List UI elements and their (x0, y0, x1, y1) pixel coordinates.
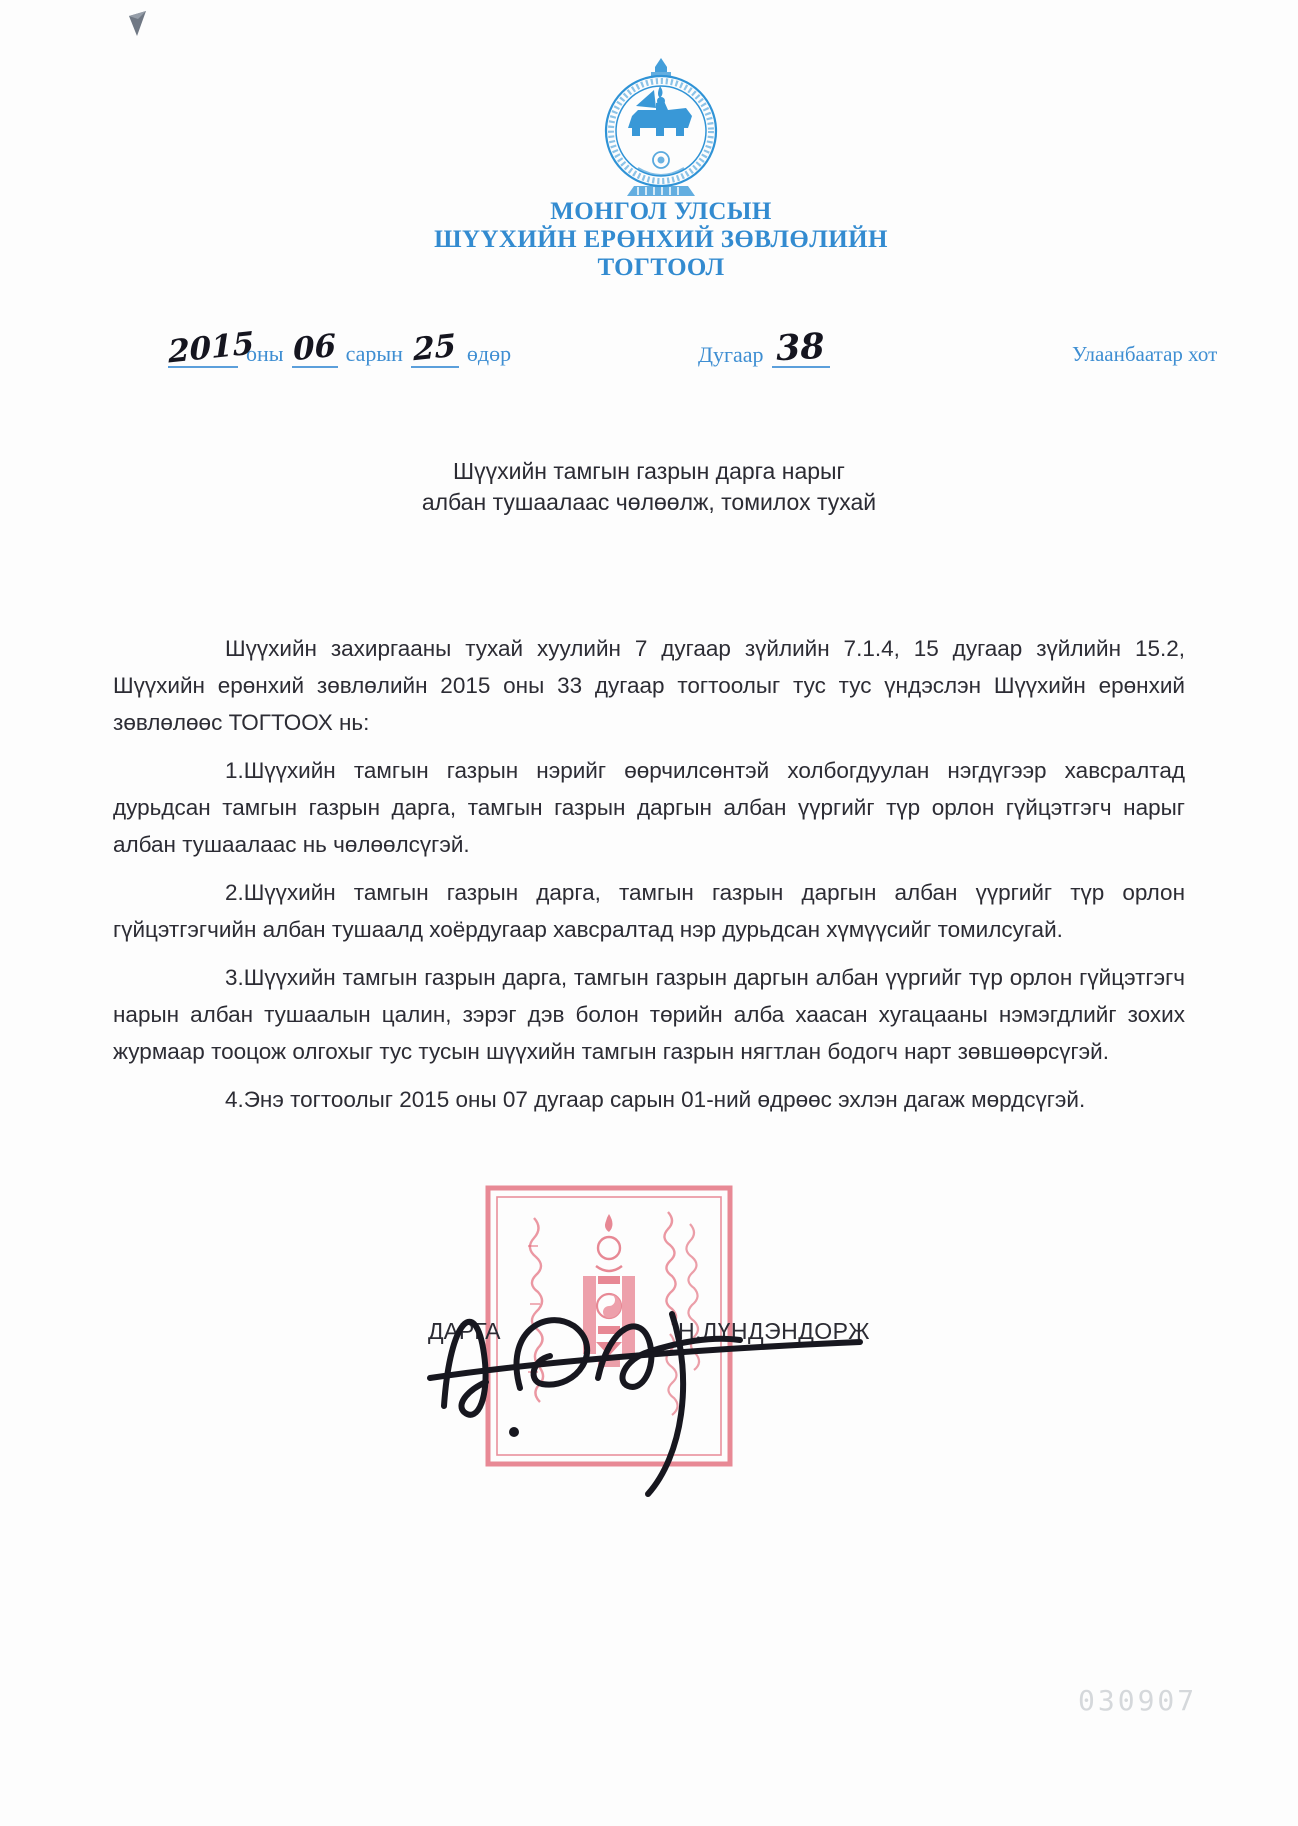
signature-name-label: Н.ЛҮНДЭНДОРЖ (678, 1318, 870, 1344)
year-handwritten: 2015 (167, 325, 255, 371)
body-text (113, 630, 1185, 1129)
signature-role-label: ДАРГА (428, 1318, 501, 1344)
city-label: Улаанбаатар хот (1072, 342, 1218, 366)
day-handwritten: 25 (412, 327, 457, 369)
month-blank (292, 327, 338, 369)
intro-paragraph: Шүүхийн захиргааны тухай хуулийн 7 дугаар зүйлийн 7.1.4, 15 дугаар зүйлийн 15.2, Шүүхийн ерөнхий зөвлөлийн 2015 оны 33 дугаар тогтоолыг тус тус үндэслэн Шүүхийн ерөнхий зөвлөлөөс ТОГТООХ нь: (113, 636, 1185, 735)
item-4-paragraph: 4.Энэ тогтоолыг 2015 оны 07 дугаар сарын 01-ний өдрөөс эхлэн дагаж мөрдсүгэй. (225, 1087, 1086, 1112)
item-2-paragraph: 2.Шүүхийн тамгын газрын дарга, тамгын газрын даргын албан үүргийг түр орлон гүйцэтгэгчийн албан тушаалд хоёрдугаар хавсралтад нэр дурьдсан хүмүүсийг томилсугай. (113, 880, 1185, 942)
title-line1: Шүүхийн тамгын газрын дарга нарыг (453, 458, 845, 484)
state-emblem-icon (598, 56, 724, 198)
year-blank (167, 325, 255, 371)
doc-type-label: ТОГТООЛ (597, 254, 725, 281)
serial-number: 030907 (1078, 1684, 1198, 1717)
org-name-line1: МОНГОЛ УЛСЫН (550, 198, 772, 225)
month-handwritten: 06 (292, 327, 337, 369)
document-title (0, 456, 1298, 518)
dateline (0, 326, 1298, 378)
pen-mark-artifact (124, 6, 150, 38)
date-fields (167, 325, 519, 371)
signature-scrawl (420, 1256, 880, 1512)
org-name-line2: ШҮҮХИЙН ЕРӨНХИЙ ЗӨВЛӨЛИЙН (434, 226, 888, 253)
number-blank (772, 325, 830, 370)
title-line2: албан тушаалаас чөлөөлж, томилох тухай (421, 489, 877, 515)
item-1-paragraph: 1.Шүүхийн тамгын газрын нэрийг өөрчилсөнтэй холбогдуулан нэгдүгээр хавсралтад дурьдсан тамгын газрын дарга, тамгын газрын даргын албан үүргийг түр орлон гүйцэтгэгч нарыг албан тушаалаас нь чөлөөлсүгэй. (113, 758, 1185, 857)
org-header (12, 198, 1298, 282)
number-label: Дугаар (698, 342, 764, 367)
number-field (690, 325, 830, 370)
item-3-paragraph: 3.Шүүхийн тамгын газрын дарга, тамгын газрын даргын албан үүргийг түр орлон гүйцэтгэгч нарын албан тушаалын цалин, зэрэг дэв болон төрийн алба хаасан хугацааны нэмэгдлийг зохих журмаар тооцож олгохыг тус тусын шүүхийн тамгын газрын нягтлан бодогч нарт зөвшөөрсүгэй. (113, 965, 1185, 1064)
month-label: сарын (345, 341, 403, 366)
day-label: өдөр (466, 341, 512, 366)
day-blank (411, 327, 459, 369)
year-label: оны (246, 341, 284, 366)
number-handwritten: 38 (775, 325, 826, 370)
